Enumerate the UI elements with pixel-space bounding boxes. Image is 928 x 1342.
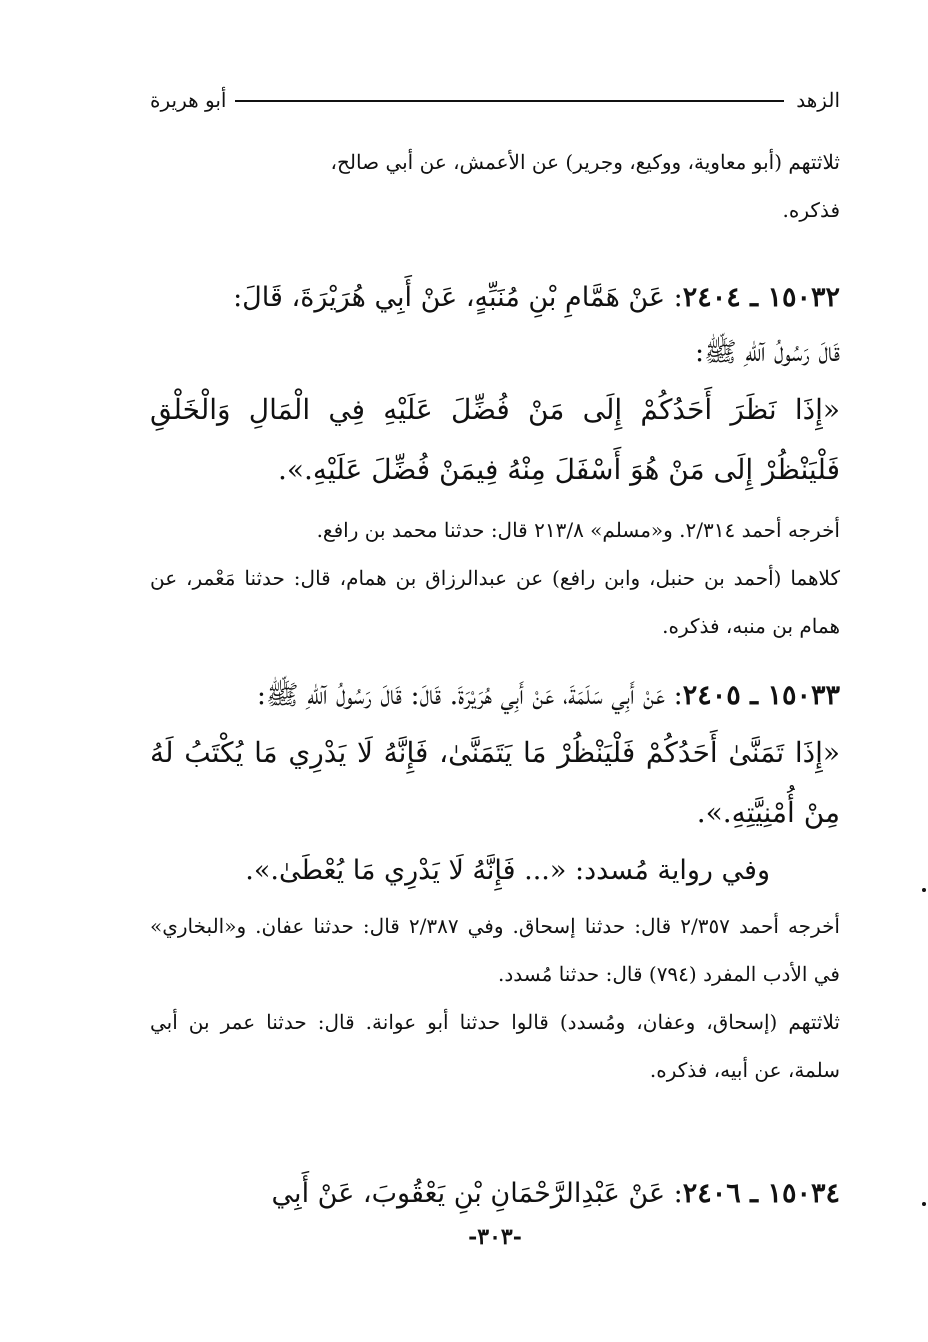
hadith-isnad: : عَنْ عَبْدِالرَّحْمَانِ بْنِ يَعْقُوبَ، عَنْ أَبِي	[271, 1178, 683, 1209]
hadith-matn: «إِذَا نَظَرَ أَحَدُكُمْ إِلَى مَنْ فُضِّلَ عَلَيْهِ فِي الْمَالِ وَالْخَلْقِ فَلْيَنْظُرْ إِلَى مَنْ هُوَ أَسْفَلَ مِنْهُ فِيمَنْ فُضِّلَ عَلَيْهِ.».	[150, 393, 840, 486]
takhrij-2: كلاهما (أحمد بن حنبل، وابن رافع) عن عبدالرزاق بن همام، قال: حدثنا مَعْمر، عن همام بن منبه، فذكره.	[150, 566, 840, 638]
page-number: -٣٠٣-	[468, 1224, 522, 1250]
hadith-entry-15034	[150, 1166, 840, 1221]
hadith-isnad-continued: قَالَ رَسُولُ آللهِ ﷺ:	[694, 337, 840, 368]
hadith-isnad: : عَنْ هَمَّامِ بْنِ مُنَبِّهٍ، عَنْ أَبِي هُرَيْرَةَ، قَالَ:	[233, 282, 683, 313]
running-header	[150, 86, 840, 120]
chapter-title: الزهد	[796, 88, 840, 112]
hadith-heading	[150, 270, 840, 325]
hadith-entry-15032	[150, 270, 840, 650]
hadith-variant: وفي رواية مُسدد: «... فَإِنَّهُ لَا يَدْرِي مَا يُعْطَىٰ.».	[245, 855, 770, 886]
hadith-number: ١٥٠٣٢ ـ ٢٤٠٤	[682, 282, 840, 313]
hadith-heading	[150, 1166, 840, 1221]
hadith-isnad: : عَنْ أَبِي سَلَمَةَ، عَنْ أَبِي هُرَيْرَةَ. قَالَ: قَالَ رَسُولُ آللهِ ﷺ:	[256, 680, 683, 711]
continuation-line-1: ثلاثتهم (أبو معاوية، ووكيع، وجرير) عن الأعمش، عن أبي صالح،	[330, 150, 840, 174]
takhrij-2: ثلاثتهم (إسحاق، وعفان، ومُسدد) قالوا حدثنا أبو عوانة. قال: حدثنا عمر بن أبي سلمة، عن أبيه، فذكره.	[150, 1010, 840, 1082]
scan-mark	[922, 1202, 926, 1206]
scan-mark	[922, 888, 926, 892]
hadith-heading	[150, 668, 840, 723]
hadith-entry-15033	[150, 668, 840, 1094]
continuation-paragraph	[150, 138, 840, 234]
takhrij-1: أخرجه أحمد ٢/٣٥٧ قال: حدثنا إسحاق. وفي ٢/٣٨٧ قال: حدثنا عفان. و«البخاري» في الأدب المفرد (٧٩٤) قال: حدثنا مُسدد.	[150, 914, 840, 986]
header-rule	[235, 100, 784, 102]
hadith-matn: «إِذَا تَمَنَّىٰ أَحَدُكُمْ فَلْيَنْظُرْ مَا يَتَمَنَّىٰ، فَإِنَّهُ لَا يَدْرِي مَا يُكْتَبُ لَهُ مِنْ أُمْنِيَّتِهِ.».	[150, 736, 840, 829]
takhrij-1: أخرجه أحمد ٢/٣١٤. و«مسلم» ٢١٣/٨ قال: حدثنا محمد بن رافع.	[316, 518, 840, 542]
page	[150, 0, 840, 1342]
continuation-line-2: فذكره.	[782, 198, 840, 222]
hadith-number: ١٥٠٣٣ ـ ٢٤٠٥	[682, 680, 840, 711]
narrator-title: أبو هريرة	[150, 88, 227, 112]
hadith-number: ١٥٠٣٤ ـ ٢٤٠٦	[682, 1178, 840, 1209]
